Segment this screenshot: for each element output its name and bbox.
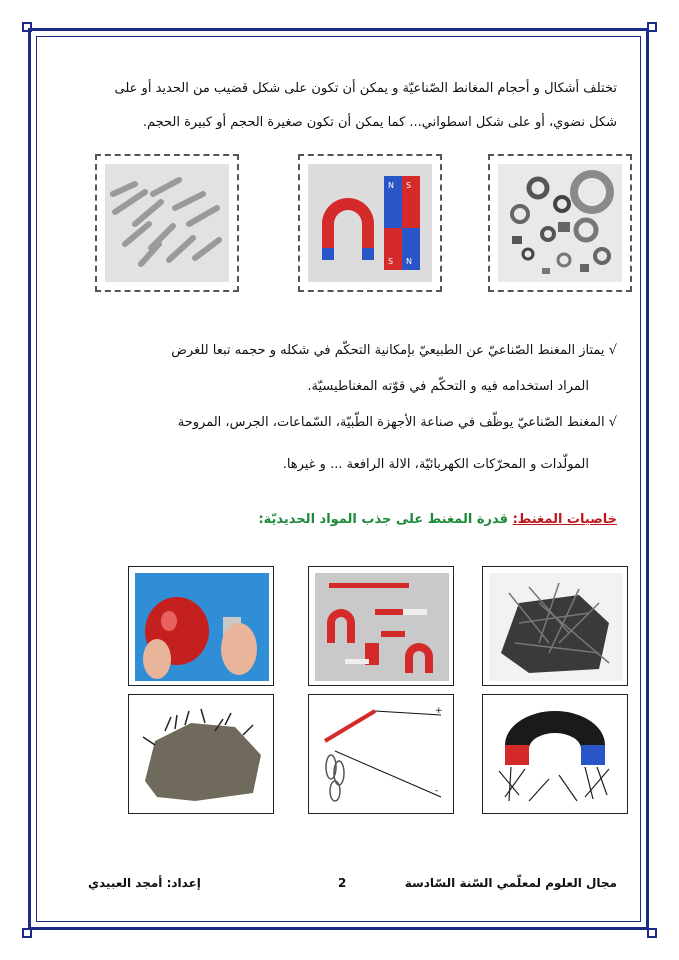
- svg-text:S: S: [406, 181, 412, 190]
- bullet-2-line-1: [178, 410, 617, 436]
- footer-author: إعداد: أمجد العبيدي: [88, 876, 201, 890]
- svg-text:N: N: [406, 257, 412, 266]
- corner-ornament: [647, 928, 657, 938]
- footer-course: مجال العلوم لمعلّمي السّنة السّادسة: [404, 876, 617, 890]
- checkmark-icon: √: [608, 343, 617, 358]
- ring-magnets-image: [488, 154, 632, 292]
- bar-and-horseshoe-magnet-image: [298, 154, 442, 292]
- bullet-1-line-1: [171, 338, 617, 364]
- page-number: 2: [338, 876, 347, 890]
- svg-text:-: -: [435, 786, 439, 796]
- bullet-2-text: المغنط الصّناعيّ يوظّف في صناعة الأجهزة الطّبيّة، السّماعات، الجرس، المروحة: [177, 415, 605, 430]
- svg-text:S: S: [388, 257, 394, 266]
- nails-on-magnet-image: [482, 566, 628, 686]
- intro-line-2: شكل نضوي، أو على شكل اسطواني... كما يمكن أن تكون صغيرة الحجم أو كبيرة الحجم.: [142, 115, 617, 130]
- cylinder-magnets-image: [95, 154, 239, 292]
- corner-ornament: [647, 22, 657, 32]
- bullet-1-text: يمتاز المغنط الصّناعيّ عن الطبيعيّ بإمكانية التحكّم في شكله و حجمه تبعا للغرض: [171, 343, 605, 358]
- svg-text:N: N: [388, 181, 394, 190]
- properties-heading: [258, 512, 617, 527]
- corner-ornament: [22, 22, 32, 32]
- properties-label: خاصيات المغنط:: [512, 512, 617, 527]
- intro-line-1: تختلف أشكال و أحجام المغانط الصّناعيّة و يمكن أن تكون على شكل قضيب من الحديد أو على: [114, 81, 617, 96]
- svg-text:+: +: [435, 706, 443, 716]
- magnetite-rock-image: [128, 694, 274, 814]
- bullet-2-line-2: المولّدات و المحرّكات الكهربائيّة، الالة الرافعة ... و غيرها.: [282, 457, 589, 472]
- checkmark-icon: √: [608, 415, 617, 430]
- magnets-collection-image: [308, 566, 454, 686]
- apple-and-magnet-image: [128, 566, 274, 686]
- paperclips-on-magnet-image: [308, 694, 454, 814]
- horseshoe-magnet-nails-image: [482, 694, 628, 814]
- corner-ornament: [22, 928, 32, 938]
- bullet-1-line-2: المراد استخدامه فيه و التحكّم في قوّته المغناطيسيّة.: [307, 379, 589, 394]
- properties-text: قدرة المغنط على جذب المواد الحديديّة:: [258, 512, 509, 527]
